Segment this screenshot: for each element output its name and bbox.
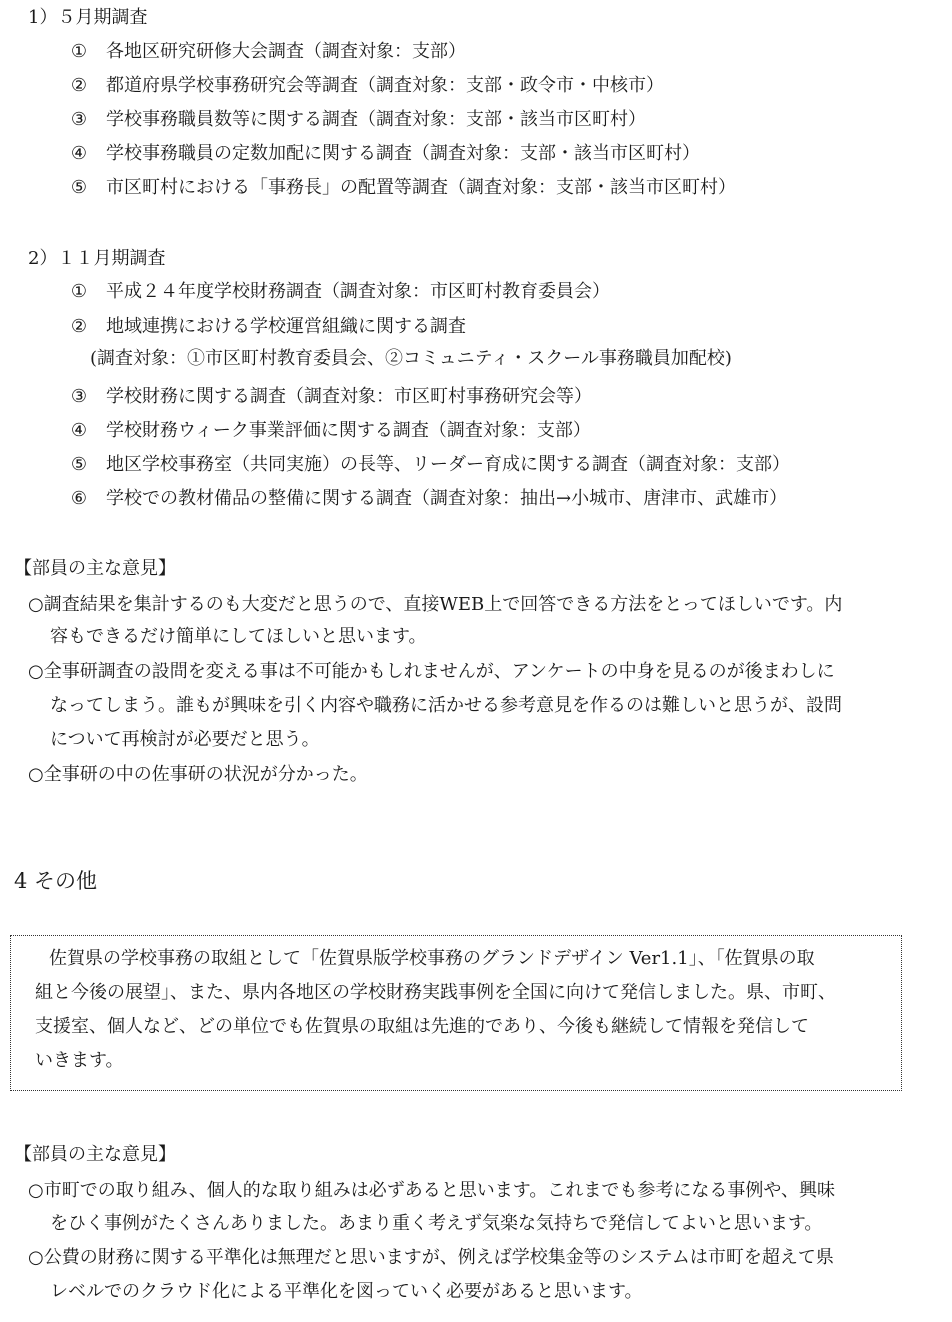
may-survey-heading: 1）５月期調査 (28, 7, 148, 28)
nov-item-6-text: 学校での教材備品の整備に関する調査（調査対象：抽出→小城市、唐津市、武雄市） (106, 488, 788, 509)
opinion-line: ○調査結果を集計するのも大変だと思うので、直接WEB上で回答できる方法をとってほしいです。内 (28, 594, 843, 615)
opinion-line: をひく事例がたくさんありました。あまり重く考えず気楽な気持ちで発信してよいと思います。 (50, 1213, 823, 1234)
opinions-heading: 【部員の主な意見】 (14, 558, 176, 579)
nov-survey-heading: 2）１１月期調査 (28, 248, 166, 269)
nov-item-2-text: 地域連携における学校運営組織に関する調査 (106, 316, 466, 337)
info-box-line: 佐賀県の学校事務の取組として「佐賀県版学校事務のグランドデザイン Ver1.1」、「佐賀県の取 (49, 948, 815, 969)
info-box (10, 935, 902, 1091)
opinions-heading-2: 【部員の主な意見】 (14, 1144, 176, 1165)
opinion-line: ○公費の財務に関する平準化は無理だと思いますが、例えば学校集金等のシステムは市町を超えて県 (28, 1247, 834, 1268)
info-box-line: 組と今後の展望」、また、県内各地区の学校財務実践事例を全国に向けて発信しました。県、市町、 (35, 982, 836, 1003)
nov-item-1-number: ① (70, 281, 88, 302)
may-item-4-number: ④ (70, 143, 88, 164)
may-item-4-text: 学校事務職員の定数加配に関する調査（調査対象：支部・該当市区町村） (106, 143, 700, 164)
nov-item-4-text: 学校財務ウィーク事業評価に関する調査（調査対象：支部） (106, 420, 591, 441)
nov-item-1-text: 平成２４年度学校財務調査（調査対象：市区町村教育委員会） (106, 281, 610, 302)
opinion-line: なってしまう。誰もが興味を引く内容や職務に活かせる参考意見を作るのは難しいと思うが、設問 (50, 695, 842, 716)
info-box-line: いきます。 (35, 1050, 124, 1071)
may-item-3-number: ③ (70, 109, 88, 130)
may-item-1-number: ① (70, 41, 88, 62)
info-box-line: 支援室、個人など、どの単位でも佐賀県の取組は先進的であり、今後も継続して情報を発信して (35, 1016, 809, 1037)
nov-item-5-number: ⑤ (70, 454, 88, 475)
may-item-5-number: ⑤ (70, 177, 88, 198)
may-item-1-text: 各地区研究研修大会調査（調査対象：支部） (106, 41, 466, 62)
may-item-3-text: 学校事務職員数等に関する調査（調査対象：支部・該当市区町村） (106, 109, 646, 130)
opinion-line: レベルでのクラウド化による平準化を図っていく必要があると思います。 (50, 1281, 643, 1302)
nov-item-2-target: (調査対象：①市区町村教育委員会、②コミュニティ・スクール事務職員加配校) (90, 348, 732, 369)
nov-item-5-text: 地区学校事務室（共同実施）の長等、リーダー育成に関する調査（調査対象：支部） (106, 454, 790, 475)
may-item-5-text: 市区町村における「事務長」の配置等調査（調査対象：支部・該当市区町村） (106, 177, 736, 198)
opinion-line: ○全事研の中の佐事研の状況が分かった。 (28, 764, 368, 785)
opinion-line: 容もできるだけ簡単にしてほしいと思います。 (50, 626, 427, 647)
section-title: 4 その他 (14, 869, 98, 893)
nov-item-6-number: ⑥ (70, 488, 88, 509)
opinion-line: ○全事研調査の設問を変える事は不可能かもしれませんが、アンケートの中身を見るのが後まわしに (28, 661, 835, 682)
nov-item-2-number: ② (70, 316, 88, 337)
opinion-line: について再検討が必要だと思う。 (50, 729, 320, 750)
may-item-2-text: 都道府県学校事務研究会等調査（調査対象：支部・政令市・中核市） (106, 75, 664, 96)
nov-item-3-text: 学校財務に関する調査（調査対象：市区町村事務研究会等） (106, 386, 592, 407)
nov-item-4-number: ④ (70, 420, 88, 441)
opinion-line: ○市町での取り組み、個人的な取り組みは必ずあると思います。これまでも参考になる事例や、興味 (28, 1180, 835, 1201)
may-item-2-number: ② (70, 75, 88, 96)
nov-item-3-number: ③ (70, 386, 88, 407)
